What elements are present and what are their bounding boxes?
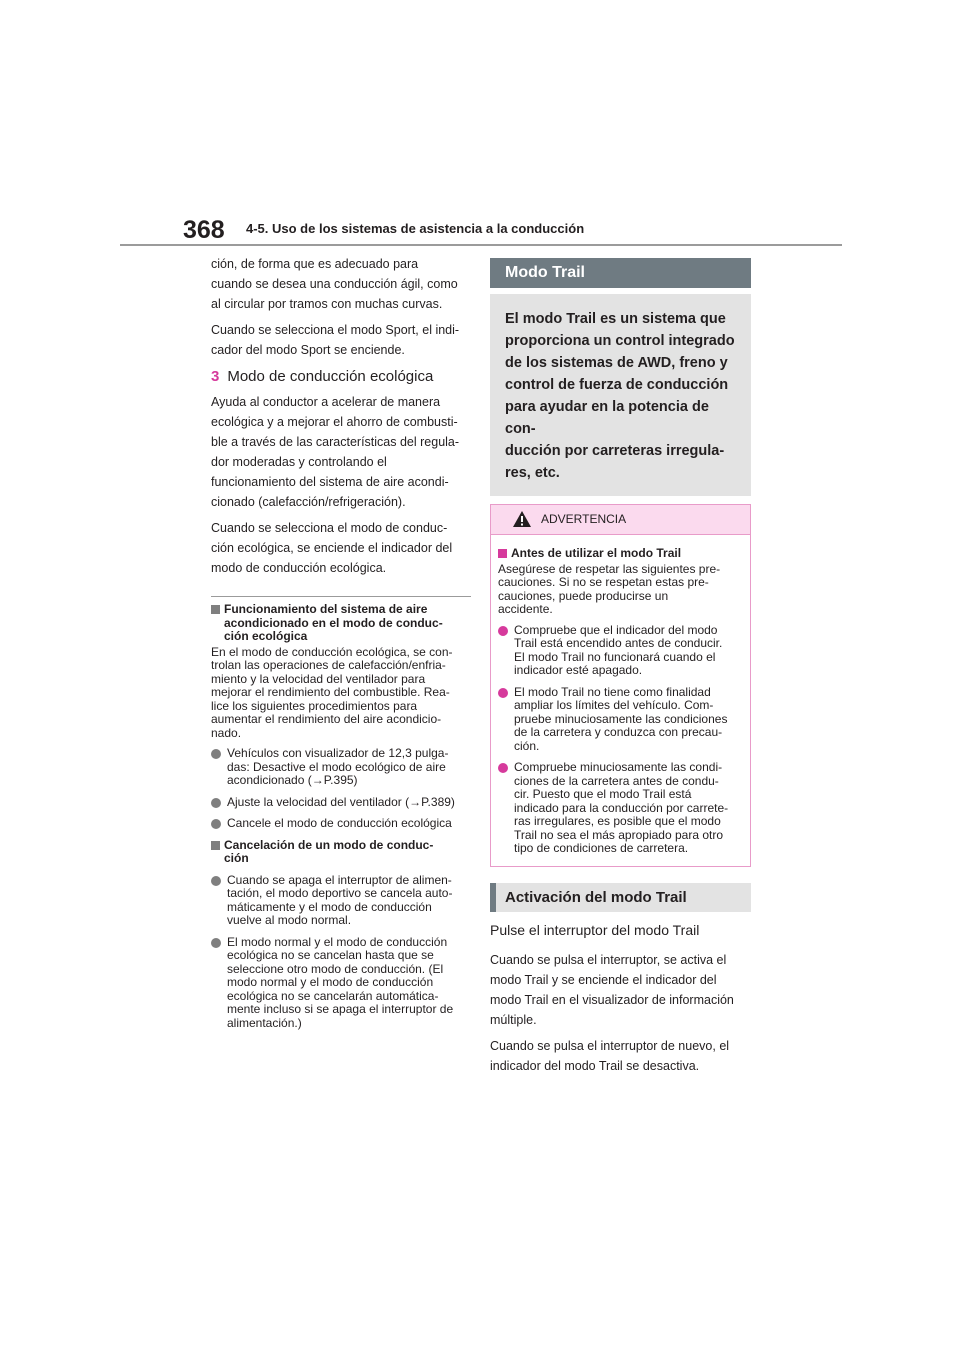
text-line: ecológica no se cancelan hasta que se bbox=[227, 948, 434, 962]
list-item bbox=[211, 817, 471, 831]
text-line: Trail no sea el más apropiado para otro bbox=[514, 827, 724, 842]
activation-title bbox=[490, 883, 751, 912]
text-line: El modo Trail no funcionará cuando el bbox=[514, 649, 716, 664]
text-line: acondicionado (→P.395) bbox=[227, 773, 358, 787]
heading-text: Modo de conducción ecológica bbox=[227, 368, 434, 385]
text-line: pruebe minuciosamente las condiciones bbox=[514, 711, 728, 726]
warning-title: ADVERTENCIA bbox=[541, 512, 627, 526]
section-header: 4-5. Uso de los sistemas de asistencia a la conducción bbox=[246, 221, 585, 236]
text-line: Cuando se selecciona el modo de conduc- bbox=[211, 521, 448, 535]
sport-paragraph-continued bbox=[211, 254, 471, 314]
bullet-icon bbox=[211, 749, 221, 759]
text-line: para ayudar en la potencia de con- bbox=[505, 399, 709, 437]
text-line: de los sistemas de AWD, freno y bbox=[505, 355, 728, 371]
text-line: modo de conducción ecológica. bbox=[211, 561, 387, 575]
ac-eco-text bbox=[211, 646, 471, 741]
text-line: Ayuda al conductor a acelerar de manera bbox=[211, 395, 441, 409]
text-line: modo Trail y se enciende el indicador del bbox=[490, 972, 717, 987]
text-line: Cancelación de un modo de conduc- bbox=[224, 837, 434, 852]
text-line: modo normal y el modo de conducción bbox=[227, 975, 434, 989]
heading-number: 3 bbox=[211, 368, 220, 385]
bullet-icon bbox=[211, 819, 221, 829]
text-line: res, etc. bbox=[505, 465, 560, 481]
text-line: trolan las operaciones de calefacción/enfria- bbox=[211, 658, 446, 672]
right-column bbox=[490, 258, 751, 1082]
text-line: cir. Puesto que el modo Trail está bbox=[514, 787, 692, 801]
text-line: ción ecológica, se enciende el indicador del bbox=[211, 541, 453, 555]
text-line: Vehículos con visualizador de 12,3 pulga- bbox=[227, 746, 449, 760]
text-line: ción bbox=[224, 851, 249, 865]
warning-text bbox=[498, 563, 744, 617]
text-line: tación, el modo deportivo se cancela auto- bbox=[227, 886, 453, 900]
text-line: al circular por tramos con muchas curvas. bbox=[211, 297, 443, 311]
text-line: lice los siguientes procedimientos para bbox=[211, 698, 418, 713]
notes-divider bbox=[211, 596, 471, 597]
bullet-icon bbox=[211, 876, 221, 886]
warning-header bbox=[491, 505, 750, 535]
text-line: funcionamiento del sistema de aire acondi- bbox=[211, 475, 449, 489]
bullet-icon bbox=[498, 626, 508, 636]
text-line: Cuando se pulsa el interruptor, se activa el bbox=[490, 952, 727, 967]
trail-mode-title: Modo Trail bbox=[490, 258, 751, 288]
bullet-icon bbox=[211, 798, 221, 808]
trail-summary-box bbox=[490, 294, 751, 496]
text-line: de la carretera y conduzca con precau- bbox=[514, 725, 723, 739]
text-line: ción. bbox=[514, 738, 540, 753]
text-line: ampliar los límites del vehículo. Com- bbox=[514, 698, 714, 712]
text-line: modo Trail en el visualizador de información bbox=[490, 992, 734, 1007]
text-line: vuelve al modo normal. bbox=[227, 913, 352, 927]
text-line: das: Desactive el modo ecológico de aire bbox=[227, 759, 446, 774]
sport-indicator-paragraph bbox=[211, 320, 471, 360]
text-line: Asegúrese de respetar las siguientes pre- bbox=[498, 561, 721, 576]
text-line: ecológica no se cancelarán automática- bbox=[227, 988, 439, 1003]
text-line: Compruebe minuciosamente las condi- bbox=[514, 760, 723, 774]
deactivation-paragraph bbox=[490, 1036, 751, 1076]
bullet-icon bbox=[498, 688, 508, 698]
heading-text: Activación del modo Trail bbox=[505, 888, 687, 906]
text-line: máticamente y el modo de conducción bbox=[227, 899, 432, 914]
text-line: indicado para la conducción por carrete- bbox=[514, 800, 729, 815]
text-line: El modo normal y el modo de conducción bbox=[227, 934, 448, 949]
text-line: ras irregulares, es posible que el modo bbox=[514, 814, 721, 828]
text-line: Trail está encendido antes de conducir. bbox=[514, 636, 723, 650]
title-accent-bar bbox=[490, 883, 496, 912]
text-line: cador del modo Sport se enciende. bbox=[211, 343, 405, 357]
text-line: Funcionamiento del sistema de aire bbox=[224, 602, 428, 616]
text-line: Cancele el modo de conducción ecológica bbox=[227, 816, 452, 830]
list-item bbox=[211, 936, 471, 1031]
text-line: En el modo de conducción ecológica, se con- bbox=[211, 644, 453, 659]
text-line: cionado (calefacción/refrigeración). bbox=[211, 495, 406, 509]
text-line: alimentación.) bbox=[227, 1015, 302, 1030]
text-line: indicador esté apagado. bbox=[514, 663, 643, 677]
text-line: ducción por carreteras irregula- bbox=[505, 443, 725, 459]
text-line: cauciones. Si no se respetan estas pre- bbox=[498, 575, 709, 589]
left-column bbox=[211, 254, 471, 1038]
text-line: acondicionado en el modo de conduc- bbox=[224, 615, 443, 630]
text-line: indicador del modo Trail se desactiva. bbox=[490, 1058, 700, 1073]
text-line: El modo Trail no tiene como finalidad bbox=[514, 684, 711, 699]
text-line: ciones de la carretera antes de condu- bbox=[514, 773, 719, 788]
header-divider bbox=[120, 244, 842, 246]
text-line: accidente. bbox=[498, 602, 553, 616]
text-line: seleccione otro modo de conducción. (El bbox=[227, 961, 444, 976]
text-line: cuando se desea una conducción ágil, como bbox=[211, 277, 458, 291]
text-line: Cuando se selecciona el modo Sport, el indi- bbox=[211, 323, 460, 337]
eco-description bbox=[211, 392, 471, 512]
list-item bbox=[498, 761, 744, 856]
text-line: dor moderadas y controlando el bbox=[211, 455, 387, 469]
text-line: nado. bbox=[211, 725, 242, 740]
bullet-icon bbox=[211, 938, 221, 948]
warning-box bbox=[490, 504, 751, 867]
text-line: proporciona un control integrado bbox=[505, 333, 735, 349]
list-item bbox=[498, 686, 744, 754]
activation-paragraph bbox=[490, 950, 751, 1030]
text-line: ción ecológica bbox=[224, 629, 308, 643]
text-line: ecológica y a mejorar el ahorro de combusti- bbox=[211, 415, 458, 429]
warning-body bbox=[491, 535, 750, 866]
list-item bbox=[498, 624, 744, 678]
list-item bbox=[211, 747, 471, 788]
text-line: mente incluso si se apaga el interruptor de bbox=[227, 1002, 454, 1016]
text-line: múltiple. bbox=[490, 1012, 537, 1027]
text-line: Compruebe que el indicador del modo bbox=[514, 622, 718, 637]
ac-eco-heading bbox=[211, 603, 471, 644]
text-line: Ajuste la velocidad del ventilador (→P.389) bbox=[227, 794, 455, 809]
text-line: Cuando se apaga el interruptor de alimen- bbox=[227, 872, 452, 887]
list-item bbox=[211, 874, 471, 928]
text-line: tipo de condiciones de carretera. bbox=[514, 841, 689, 855]
text-line: control de fuerza de conducción bbox=[505, 377, 729, 393]
text-line: mejorar el rendimiento del combustible. Rea- bbox=[211, 685, 450, 699]
text-line: aumentar el rendimiento del aire acondicio- bbox=[211, 712, 442, 726]
text-line: ble a través de las características del regula- bbox=[211, 435, 460, 449]
activation-step: Pulse el interruptor del modo Trail bbox=[490, 921, 700, 938]
page-number: 368 bbox=[183, 216, 225, 244]
text-line: miento y la velocidad del ventilador para bbox=[211, 671, 426, 686]
eco-mode-heading bbox=[211, 366, 471, 388]
warning-triangle-icon bbox=[512, 510, 532, 528]
text-line: ción, de forma que es adecuado para bbox=[211, 257, 419, 271]
text-line: Antes de utilizar el modo Trail bbox=[511, 546, 682, 560]
warning-heading bbox=[498, 547, 744, 561]
text-line: El modo Trail es un sistema que bbox=[505, 311, 726, 327]
text-line: cauciones, puede producirse un bbox=[498, 588, 669, 603]
text-line: Cuando se pulsa el interruptor de nuevo, el bbox=[490, 1038, 730, 1053]
cancel-mode-heading bbox=[211, 839, 471, 866]
list-item bbox=[211, 796, 471, 810]
eco-indicator-paragraph bbox=[211, 518, 471, 578]
bullet-icon bbox=[498, 763, 508, 773]
